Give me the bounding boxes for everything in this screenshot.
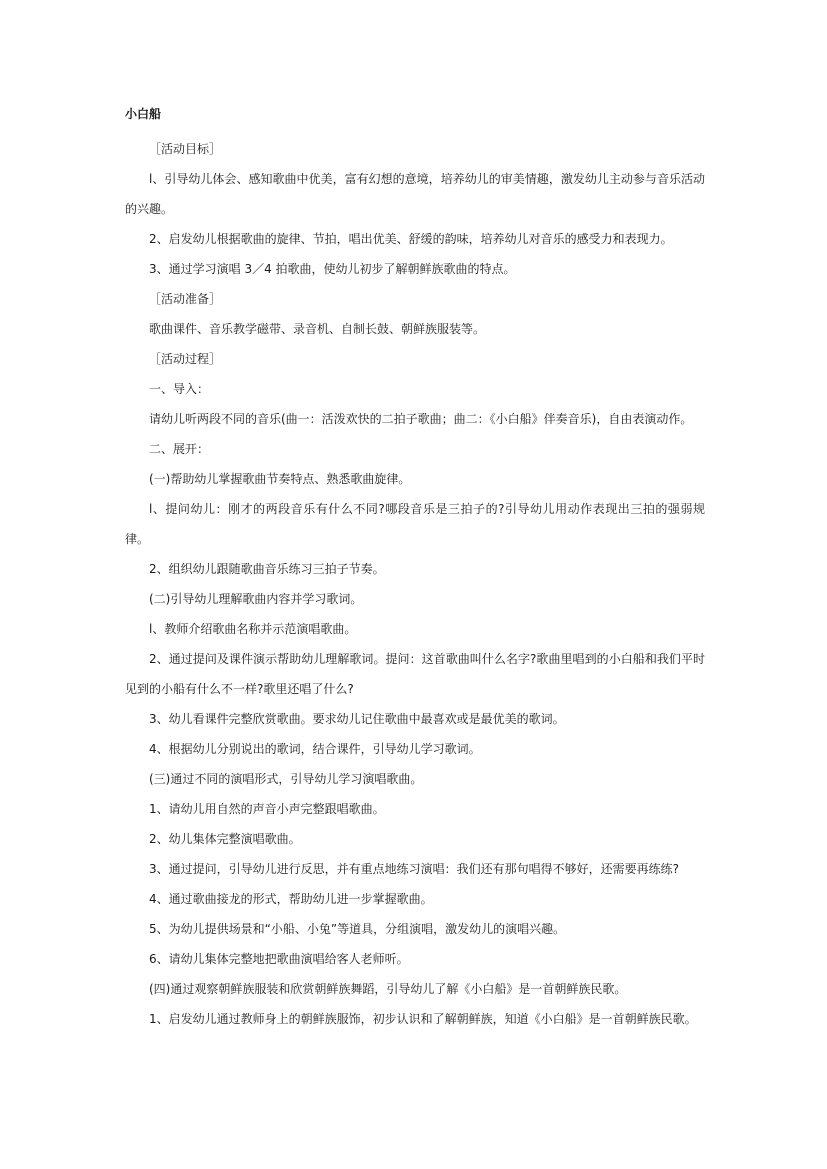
process-step-intro-text: 请幼儿听两段不同的音乐(曲一：活泼欢快的二拍子歌曲；曲二：《小白船》伴奏音乐)，自由表演动作。 [149,412,693,426]
subsection-2-item-4: 4、根据幼儿分别说出的歌词，结合课件，引导幼儿学习歌词。 [149,742,481,756]
section-heading-goals: ［活动目标］ [149,142,222,156]
goal-item-1: l、引导幼儿体会、感知歌曲中优美，富有幻想的意境，培养幼儿的审美情趣，激发幼儿主动参与音乐活动的兴趣。 [125,172,705,216]
preparation-materials: 歌曲课件、音乐教学磁带、录音机、自制长鼓、朝鲜族服装等。 [149,322,486,336]
subsection-2-item-2: 2、通过提问及课件演示帮助幼儿理解歌词。提问：这首歌曲叫什么名字?歌曲里唱到的小白船和我们平时见到的小船有什么不一样?歌里还唱了什么? [125,652,705,696]
goal-item-3: 3、通过学习演唱 3／4 拍歌曲，使幼儿初步了解朝鲜族歌曲的特点。 [149,262,516,276]
section-heading-process: ［活动过程］ [149,352,222,366]
subsection-2-item-1: l、教师介绍歌曲名称并示范演唱歌曲。 [149,622,357,636]
subsection-2-heading: (二)引导幼儿理解歌曲内容并学习歌词。 [149,592,363,606]
subsection-3-item-4: 4、通过歌曲接龙的形式，帮助幼儿进一步掌握歌曲。 [149,892,433,906]
document-page [125,104,705,1034]
subsection-4-heading: (四)通过观察朝鲜族服装和欣赏朝鲜族舞蹈，引导幼儿了解《小白船》是一首朝鲜族民歌。 [149,982,627,996]
process-step-intro-heading: 一、导入： [149,382,210,396]
section-heading-preparation: ［活动准备］ [149,292,222,306]
subsection-3-item-6: 6、请幼儿集体完整地把歌曲演唱给客人老师听。 [149,952,409,966]
process-step-develop-heading: 二、展开： [149,442,210,456]
document-title: 小白船 [125,107,162,121]
subsection-4-item-1: 1、启发幼儿通过教师身上的朝鲜族服饰，初步认识和了解朝鲜族，知道《小白船》是一首朝鲜族民歌。 [149,1012,697,1026]
subsection-3-item-3: 3、通过提问，引导幼儿进行反思，并有重点地练习演唱：我们还有那句唱得不够好，还需要再练练? [149,862,680,876]
goal-item-2: 2、启发幼儿根据歌曲的旋律、节拍，唱出优美、舒缓的韵味，培养幼儿对音乐的感受力和表现力。 [149,232,673,246]
subsection-3-item-1: 1、请幼儿用自然的声音小声完整跟唱歌曲。 [149,802,385,816]
subsection-3-heading: (三)通过不同的演唱形式，引导幼儿学习演唱歌曲。 [149,772,423,786]
subsection-3-item-5: 5、为幼儿提供场景和“小船、小兔”等道具，分组演唱，激发幼儿的演唱兴趣。 [149,922,566,936]
subsection-3-item-2: 2、幼儿集体完整演唱歌曲。 [149,832,301,846]
subsection-1-heading: (一)帮助幼儿掌握歌曲节奏特点、熟悉歌曲旋律。 [149,472,411,486]
subsection-1-item-1: l、提问幼儿：刚才的两段音乐有什么不同?哪段音乐是三拍子的?引导幼儿用动作表现出三拍的强弱规律。 [125,502,705,546]
subsection-1-item-2: 2、组织幼儿跟随歌曲音乐练习三拍子节奏。 [149,562,385,576]
subsection-2-item-3: 3、幼儿看课件完整欣赏歌曲。要求幼儿记住歌曲中最喜欢或是最优美的歌词。 [149,712,565,726]
